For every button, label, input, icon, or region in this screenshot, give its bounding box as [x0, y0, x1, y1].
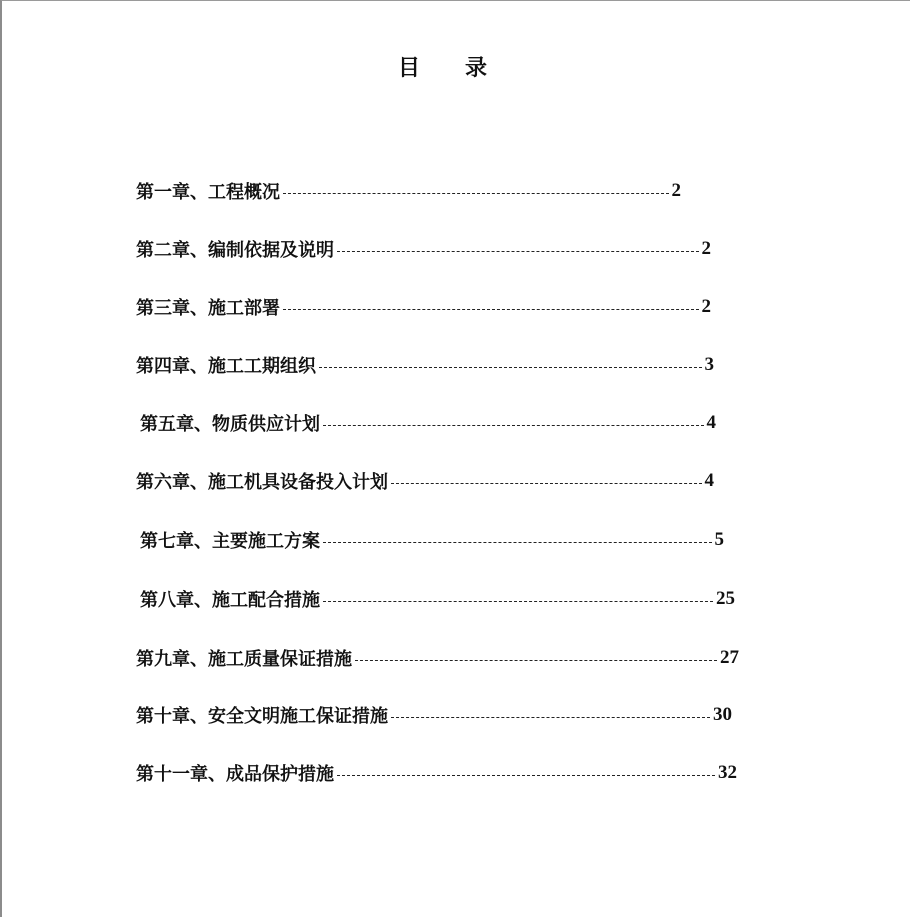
toc-entry-page-number: 4: [706, 412, 716, 433]
toc-entry[interactable]: [136, 178, 681, 204]
toc-entry-page-number: 25: [716, 588, 735, 609]
toc-entry-page-number: 2: [671, 180, 681, 201]
toc-entry-label: 第四章、施工工期组织: [136, 356, 316, 377]
toc-entry[interactable]: [136, 236, 711, 262]
toc-leader-dots: [323, 425, 704, 426]
toc-entry-page-number: 32: [718, 762, 737, 783]
toc-entry[interactable]: [140, 527, 724, 553]
toc-entry-label: 第八章、施工配合措施: [140, 590, 320, 611]
toc-entry-label: 第五章、物质供应计划: [140, 414, 320, 435]
toc-leader-dots: [319, 367, 702, 368]
toc-entry[interactable]: [136, 294, 711, 320]
toc-entry[interactable]: [140, 410, 716, 436]
toc-entry[interactable]: [136, 645, 739, 671]
toc-entry-page-number: 30: [713, 704, 732, 725]
toc-entry-label: 第一章、工程概况: [136, 182, 280, 203]
toc-entry-page-number: 27: [720, 647, 739, 668]
toc-entry-label: 第二章、编制依据及说明: [136, 240, 334, 261]
toc-title: 目录: [398, 55, 533, 81]
toc-leader-dots: [323, 542, 712, 543]
toc-leader-dots: [337, 775, 715, 776]
toc-entry-label: 第七章、主要施工方案: [140, 531, 320, 552]
toc-leader-dots: [355, 660, 717, 661]
toc-entry-page-number: 2: [701, 238, 711, 259]
toc-leader-dots: [337, 251, 699, 252]
toc-entry[interactable]: [136, 468, 714, 494]
toc-entry[interactable]: [136, 760, 737, 786]
toc-entry-label: 第十章、安全文明施工保证措施: [136, 706, 388, 727]
toc-entry-label: 第九章、施工质量保证措施: [136, 649, 352, 670]
toc-entry-page-number: 4: [704, 470, 714, 491]
toc-entry-page-number: 2: [701, 296, 711, 317]
toc-entry-label: 第三章、施工部署: [136, 298, 280, 319]
toc-leader-dots: [391, 717, 710, 718]
toc-entry-label: 第六章、施工机具设备投入计划: [136, 472, 388, 493]
toc-leader-dots: [391, 483, 702, 484]
toc-entry-page-number: 5: [714, 529, 724, 550]
toc-entry-label: 第十一章、成品保护措施: [136, 764, 334, 785]
toc-entry[interactable]: [140, 586, 735, 612]
toc-entry[interactable]: [136, 352, 714, 378]
toc-leader-dots: [283, 309, 699, 310]
toc-leader-dots: [323, 601, 713, 602]
toc-entry[interactable]: [136, 702, 732, 728]
toc-leader-dots: [283, 193, 669, 194]
toc-entry-page-number: 3: [704, 354, 714, 375]
